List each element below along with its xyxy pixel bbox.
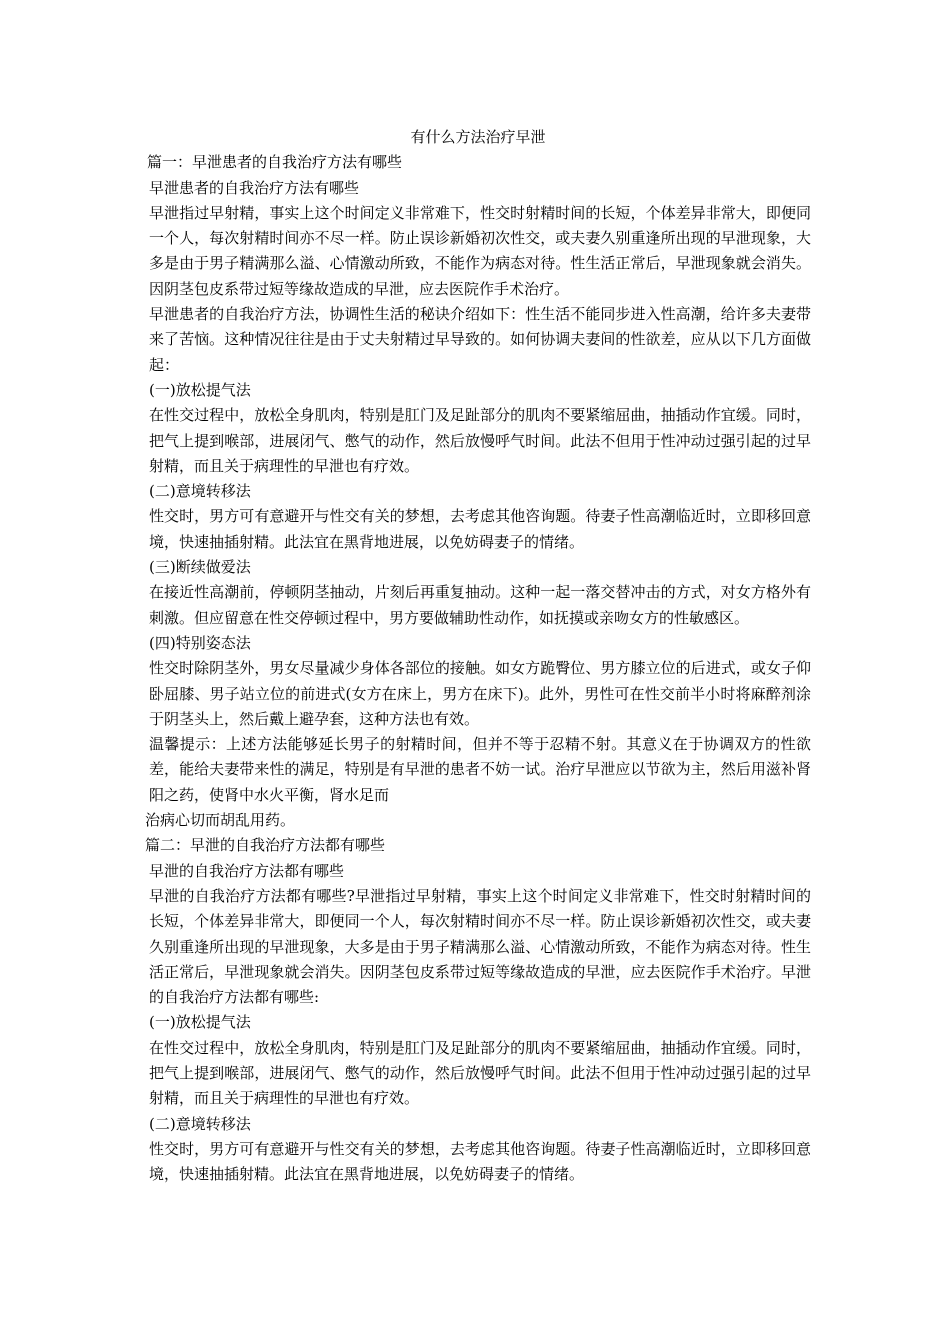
section-heading-2: 篇二：早泄的自我治疗方法都有哪些 xyxy=(145,836,386,855)
method-heading: (一)放松提气法 xyxy=(149,380,251,399)
paragraph: 早泄的自我治疗方法都有哪些?早泄指过早射精，事实上这个时间定义非常难下，性交时射精时间的长短，个体差异非常大，即便同一个人，每次射精时间亦不尽一样。防止误诊新婚初次性交，或夫妻久别重逢所出现的早泄现象，大多是由于男子精满那么溢、心情激动所致，不能作为病态对待。性生活正常后，早泄现象就会消失。因阴茎包皮系带过短等缘故造成的早泄，应去医院作手术治疗。早泄的自我治疗方法都有哪些: xyxy=(149,886,811,1007)
paragraph: 性交时除阴茎外，男女尽量减少身体各部位的接触。如女方跪臀位、男方膝立位的后进式，或女子仰卧屈膝、男子站立位的前进式(女方在床上，男方在床下)。此外，男性可在性交前半小时将麻醉剂涂于阴茎头上，然后戴上避孕套，这种方法也有效。 xyxy=(149,659,811,728)
subheading: 早泄患者的自我治疗方法有哪些 xyxy=(149,178,360,197)
method-heading: (三)断续做爱法 xyxy=(149,558,251,577)
method-heading: (四)特别姿态法 xyxy=(149,633,251,652)
subheading: 早泄的自我治疗方法都有哪些 xyxy=(149,861,345,880)
paragraph: 在性交过程中，放松全身肌肉，特别是肛门及足趾部分的肌肉不要紧缩屈曲，抽插动作宜缓。同时，把气上提到喉部，进展闭气、憋气的动作，然后放慢呼气时间。此法不但用于性冲动过强引起的过早射精，而且关于病理性的早泄也有疗效。 xyxy=(149,1038,811,1108)
paragraph: 早泄指过早射精，事实上这个时间定义非常难下，性交时射精时间的长短，个体差异非常大，即便同一个人，每次射精时间亦不尽一样。防止误诊新婚初次性交，或夫妻久别重逢所出现的早泄现象，大多是由于男子精满那么溢、心情激动所致，不能作为病态对待。性生活正常后，早泄现象就会消失。因阴茎包皮系带过短等缘故造成的早泄，应去医院作手术治疗。 xyxy=(149,203,811,298)
method-heading: (二)意境转移法 xyxy=(149,482,251,501)
paragraph: 在接近性高潮前，停顿阴茎抽动，片刻后再重复抽动。这种一起一落交替冲击的方式，对女方格外有刺激。但应留意在性交停顿过程中，男方要做辅助性动作，如抚摸或亲吻女方的性敏感区。 xyxy=(149,583,811,627)
paragraph: 性交时，男方可有意避开与性交有关的梦想，去考虑其他咨询题。待妻子性高潮临近时，立即移回意境，快速抽插射精。此法宜在黑背地进展，以免妨碍妻子的情绪。 xyxy=(149,507,811,551)
method-heading: (一)放松提气法 xyxy=(149,1013,251,1032)
tip-paragraph: 温馨提示：上述方法能够延长男子的射精时间，但并不等于忍精不射。其意义在于协调双方的性欲差，能给夫妻带来性的满足，特别是有早泄的患者不妨一试。治疗早泄应以节欲为主，然后用滋补肾阳之药，使肾中水火平衡，肾水足而 xyxy=(149,735,811,804)
paragraph: 治病心切而胡乱用药。 xyxy=(145,811,296,830)
method-heading: (二)意境转移法 xyxy=(149,1114,251,1133)
section-heading-1: 篇一：早泄患者的自我治疗方法有哪些 xyxy=(147,153,403,172)
document-page xyxy=(145,125,811,1187)
document-title: 有什么方法治疗早泄 xyxy=(410,128,546,146)
paragraph: 早泄患者的自我治疗方法，协调性生活的秘诀介绍如下：性生活不能同步进入性高潮，给许多夫妻带来了苦恼。这种情况往往是由于丈夫射精过早导致的。如何协调夫妻间的性欲差，应从以下几方面做起： xyxy=(149,305,811,374)
paragraph: 在性交过程中，放松全身肌肉，特别是肛门及足趾部分的肌肉不要紧缩屈曲，抽插动作宜缓。同时，把气上提到喉部，进展闭气、憋气的动作，然后放慢呼气时间。此法不但用于性冲动过强引起的过早射精，而且关于病理性的早泄也有疗效。 xyxy=(149,406,811,475)
paragraph: 性交时，男方可有意避开与性交有关的梦想，去考虑其他咨询题。待妻子性高潮临近时，立即移回意境，快速抽插射精。此法宜在黑背地进展，以免妨碍妻子的情绪。 xyxy=(149,1139,811,1184)
